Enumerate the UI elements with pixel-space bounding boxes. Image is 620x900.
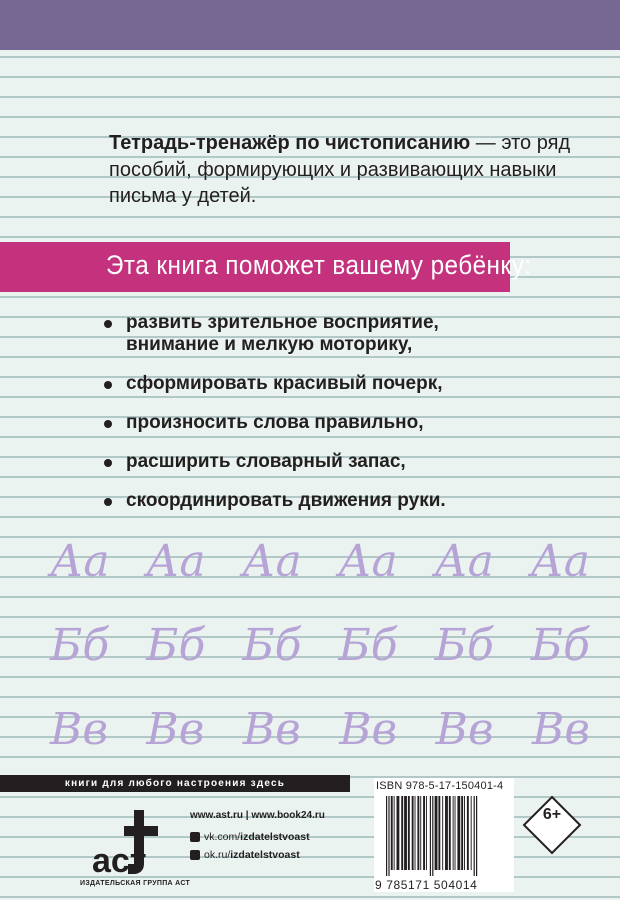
cursive-row-b [50,620,590,671]
social-vk[interactable] [190,828,310,846]
barcode-bar [467,796,469,870]
cursive-letter: Аа [242,536,302,587]
benefit-text: сформировать красивый почерк, [126,373,443,394]
benefit-item [104,373,574,395]
barcode-bar [442,796,443,870]
social-prefix: ok.ru/ [204,849,231,861]
barcode-bar [394,796,395,870]
barcode-bar [391,796,393,870]
logo-text: аст [92,842,147,880]
top-bar [0,0,620,50]
age-rating-text: 6+ [542,806,562,823]
benefit-text-line2: внимание и мелкую моторику, [126,334,413,355]
benefit-text: расширить словарный запас, [126,451,406,472]
cursive-letter: Бб [338,620,398,671]
cursive-letter: Аа [434,536,494,587]
publisher-name: ИЗДАТЕЛЬСКАЯ ГРУППА АСТ [80,880,191,887]
benefits-list [104,312,574,529]
barcode-digits: 9 785171 504014 [375,878,478,892]
isbn-label: ISBN 978-5-17-150401-4 [376,780,504,792]
cursive-letter: Бб [146,620,206,671]
social-links [190,828,310,864]
cursive-letter: Вв [339,704,398,755]
barcode-bar [404,796,407,870]
footer-slogan: книги для любого настроения здесь [0,775,350,792]
barcode-bar [417,796,419,870]
barcode-bar [455,796,456,870]
barcode-bar [445,796,448,870]
barcode-bar [408,796,410,870]
barcode-bar [461,796,463,870]
barcode-bar [397,796,400,870]
benefit-text: скоординировать движения руки. [126,490,446,511]
ast-logo [88,806,164,882]
banner-text: Эта книга поможет вашему ребёнку: [106,250,532,280]
cursive-letter: Аа [530,536,590,587]
cursive-letter: Бб [242,620,302,671]
intro-rest: — это ряд пособий, формирующих и развивающих навыки письма у детей. [109,132,571,207]
barcode-bar [457,796,460,870]
barcode-bar [415,796,416,870]
cursive-letter: Аа [338,536,398,587]
cursive-letter: Аа [146,536,206,587]
social-handle: izdatelstvoast [230,849,300,861]
barcode-bar [388,796,389,876]
benefit-text: развить зрительное восприятие, [126,312,439,333]
benefit-item [104,412,574,434]
cursive-letter: Вв [435,704,494,755]
barcode-bar [426,796,427,870]
barcode-bar [386,796,387,876]
barcode-bar [476,796,477,876]
barcode-bar [474,796,475,876]
cursive-letter: Вв [50,704,108,755]
benefit-item [104,451,574,473]
website-links[interactable]: www.ast.ru | www.book24.ru [190,810,325,821]
cursive-letter: Вв [532,704,590,755]
barcode-bar [401,796,403,870]
barcode-bar [471,796,472,870]
benefit-text: произносить слова правильно, [126,412,424,433]
barcode-bar [432,796,433,876]
cursive-letter: Бб [530,620,590,671]
ok-icon [190,850,200,860]
barcode-bar [464,796,465,870]
barcode-bar [435,796,438,870]
intro-paragraph [109,130,579,210]
cursive-letter: Бб [50,620,110,671]
barcode-bar [412,796,414,870]
cursive-letter: Бб [434,620,494,671]
barcode-bar [430,796,431,876]
barcode-bar [438,796,440,870]
cursive-letter: Вв [146,704,205,755]
vk-icon [190,832,200,842]
age-rating-badge [522,795,582,855]
social-ok[interactable] [190,846,310,864]
cursive-letter: Аа [50,536,110,587]
intro-title: Тетрадь-тренажёр по чистописанию [109,132,471,154]
barcode-bar [420,796,421,870]
benefit-item [104,312,574,356]
barcode-image [384,796,508,876]
barcode-bar [423,796,425,870]
barcode-bar [453,796,454,870]
cursive-row-v [50,704,590,755]
social-handle: izdatelstvoast [240,831,310,843]
cursive-row-a [50,536,590,587]
social-prefix: vk.com/ [204,831,241,843]
barcode-bar [449,796,451,870]
benefit-item [104,490,574,512]
cursive-letter: Вв [242,704,301,755]
